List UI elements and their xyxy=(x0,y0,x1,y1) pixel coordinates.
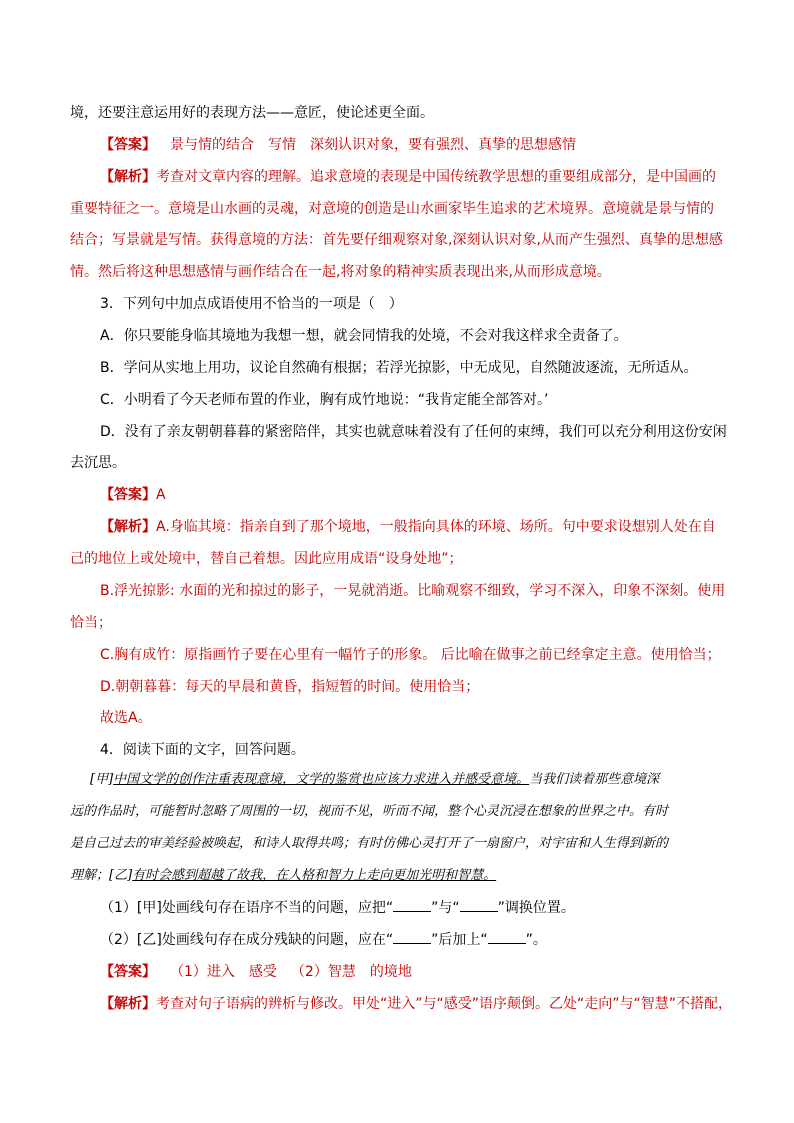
answer-blank[interactable] xyxy=(488,931,526,944)
answer-blank[interactable] xyxy=(460,899,498,912)
text-line: 境，还要注意运用好的表现方法——意匠，使论述更全面。 xyxy=(70,105,434,121)
underlined-sentence-jia: 中国文学的创作注重表现意境，文学的鉴赏也应该力求进入并感受意境。 xyxy=(113,772,530,787)
option-b: B．学问从实地上用功，议论自然确有根据；若浮光掠影，中无成见，自然随波逐流，无所适从。 xyxy=(100,360,698,376)
option-d: D．没有了亲友朝朝暮暮的紧密陪伴，其实也就意味着没有了任何的束缚，我们可以充分利用这份安闲 xyxy=(100,424,727,440)
analysis-text: B.浮光掠影: 水面的光和掠过的影子，一晃就消逝。比喻观察不细致，学习不深入，印象不深刻。使用 xyxy=(100,583,726,599)
answer-tag: 【答案】 xyxy=(100,964,156,980)
passage-line: 理解；[乙]有时会感到超越了故我，在人格和智力上走向更加光明和智慧。 xyxy=(70,868,497,883)
option-c: C．小明看了今天老师布置的作业，胸有成竹地说：“我肯定能全部答对。’ xyxy=(100,392,549,408)
underlined-sentence-yi: 有时会感到超越了故我，在人格和智力上走向更加光明和智慧。 xyxy=(132,868,497,883)
analysis-tag: 【解析】 xyxy=(100,169,156,185)
option-d-continued: 去沉思。 xyxy=(70,455,126,471)
analysis-line-q4: 【解析】考查对句子语病的辨析与修改。甲处“进入”与“感受”语序颠倒。乙处“走向”与“智慧”不搭配， xyxy=(100,996,733,1012)
analysis-text: 故选A。 xyxy=(100,710,152,726)
answer-line-q3: 【答案】A xyxy=(100,487,166,503)
analysis-tag: 【解析】 xyxy=(100,519,156,535)
answer-blank[interactable] xyxy=(393,899,431,912)
analysis-tag: 【解析】 xyxy=(100,996,156,1012)
answer-tag: 【答案】 xyxy=(100,487,156,503)
analysis-text: 恰当； xyxy=(70,615,112,631)
option-a: A．你只要能身临其境地为我想一想，就会同情我的处境，不会对我这样求全责备了。 xyxy=(100,328,628,344)
analysis-text: 重要特征之一。意境是山水画的灵魂，对意境的创造是山水画家毕生追求的艺术境界。意境就是景与情的 xyxy=(70,201,714,217)
analysis-text: 情。然后将这种思想感情与画作结合在一起,将对象的精神实质表现出来,从而形成意境。 xyxy=(70,264,611,280)
passage-line: 远的作品时，可能暂时忽略了周围的一切，视而不见，听而不闻，整个心灵沉浸在想象的世界之中。有时 xyxy=(70,804,669,819)
question-4-1: （1）[甲]处画线句存在语序不当的问题，应把“ ”与“ ”调换位置。 xyxy=(100,900,575,916)
analysis-line-q3: 【解析】A.身临其境：指亲自到了那个境地，一般指向具体的环境、场所。句中要求设想别人处在自 xyxy=(100,519,716,535)
answer-tag: 【答案】 xyxy=(100,137,156,153)
question-4-2: （2）[乙]处画线句存在成分残缺的问题，应在“ ”后加上“ ”。 xyxy=(100,932,547,948)
analysis-text: 结合；写景就是写情。获得意境的方法：首先要仔细观察对象,深刻认识对象,从而产生强烈、真挚的思想感 xyxy=(70,232,723,248)
answer-line-q2: 【答案】 景与情的结合 写情 深刻认识对象，要有强烈、真挚的思想感情 xyxy=(100,137,576,153)
answer-blank[interactable] xyxy=(393,931,431,944)
analysis-text: C.胸有成竹：原指画竹子要在心里有一幅竹子的形象。 后比喻在做事之前已经拿定主意。使用恰当； xyxy=(100,647,721,663)
analysis-line-q2: 【解析】考查对文章内容的理解。追求意境的表现是中国传统教学思想的重要组成部分，是中国画的 xyxy=(100,169,716,185)
answer-line-q4: 【答案】 （1）进入 感受 （2）智慧 的境地 xyxy=(100,964,412,980)
analysis-text: 己的地位上或处境中，替自己着想。因此应用成语“设身处地”； xyxy=(70,551,463,567)
passage-line: [甲]中国文学的创作注重表现意境，文学的鉴赏也应该力求进入并感受意境。当我们读着那些意境深 xyxy=(90,772,660,787)
question-4: 4．阅读下面的文字，回答问题。 xyxy=(100,742,305,758)
question-3: 3．下列句中加点成语使用不恰当的一项是（ ） xyxy=(100,296,403,312)
passage-line: 是自己过去的审美经验被唤起，和诗人取得共鸣；有时仿佛心灵打开了一扇窗户，对宇宙和人生得到新的 xyxy=(70,836,669,851)
analysis-text: D.朝朝暮暮：每天的早晨和黄昏，指短暂的时间。使用恰当； xyxy=(100,679,480,695)
